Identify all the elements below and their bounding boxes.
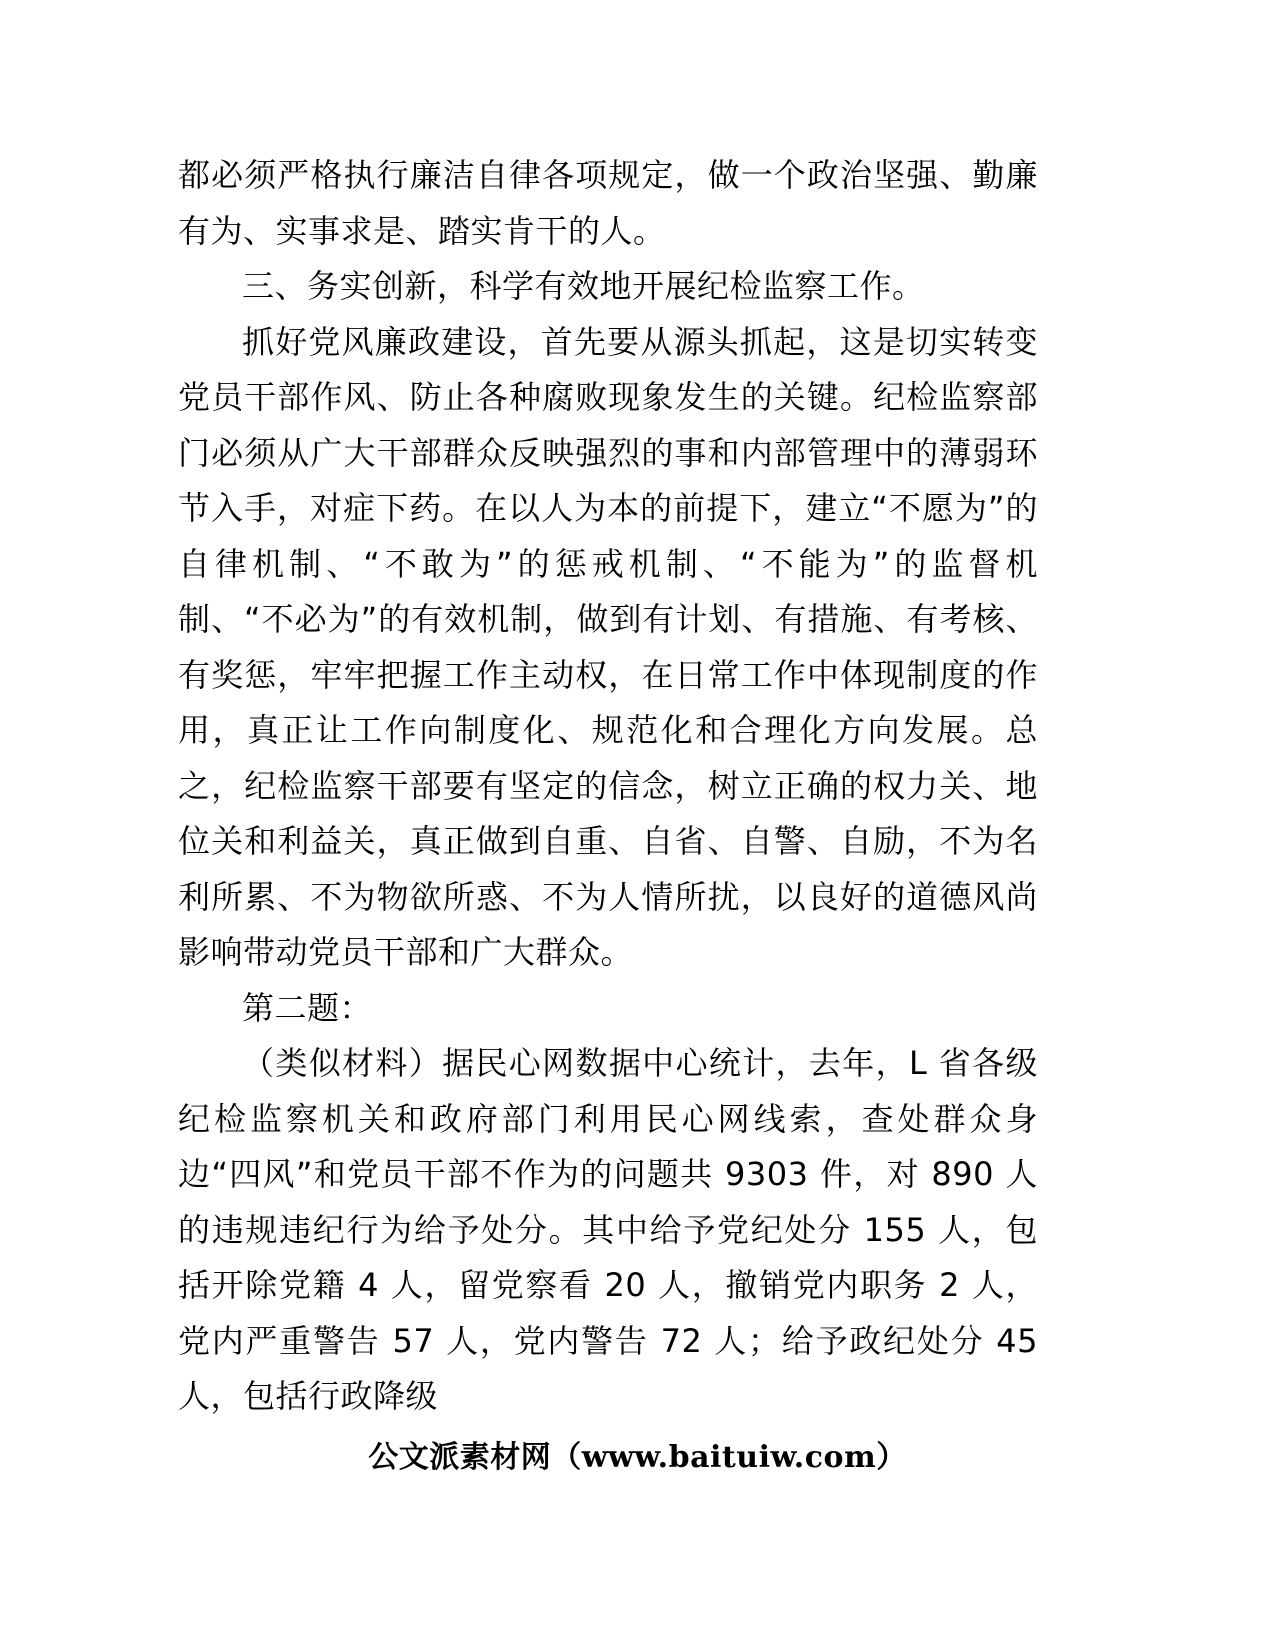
question-two-heading: 第二题： [242,988,373,1027]
paragraph-body-main: 抓好党风廉政建设，首先要从源头抓起，这是切实转变党员干部作风、防止各种腐败现象发生的关键。纪检监察部门必须从广大干部群众反映强烈的事和内部管理中的薄弱环节入手，对症下药。在以人为本的前提下，建立“不愿为”的自律机制、“不敢为”的惩戒机制、“不能为”的监督机制、“不必为”的有效机制，做到有计划、有措施、有考核、有奖惩，牢牢把握工作主动权，在日常工作中体现制度的作用，真正让工作向制度化、规范化和合理化方向发展。总之，纪检监察干部要有坚定的信念，树立正确的权力关、地位关和利益关，真正做到自重、自省、自警、自励，不为名利所累、不为物欲所惑、不为人情所扰，以良好的道德风尚影响带动党员干部和广大群众。 [178,322,1038,971]
paragraph-material: （类似材料）据民心网数据中心统计，去年，L 省各级纪检监察机关和政府部门利用民心网线索，查处群众身边“四风”和党员干部不作为的问题共 9303 件，对 890 人的违规违纪行为给予处分。其中给予党纪处分 155 人，包括开除党籍 4 人，留党察看 20 人，撤销党内职务 2 人，党内严重警告 57 人，党内警告 72 人；给予政纪处分 45 人，包括行政降级 [178,1044,1038,1415]
footer-watermark: 公文派素材网（www.baituiw.com） [368,1440,907,1475]
document-body [178,148,1038,1425]
paragraph-continuation: 都必须严格执行廉洁自律各项规定，做一个政治坚强、勤廉有为、实事求是、踏实肯干的人。 [178,156,1038,250]
section-heading-three: 三、务实创新，科学有效地开展纪检监察工作。 [242,267,925,305]
